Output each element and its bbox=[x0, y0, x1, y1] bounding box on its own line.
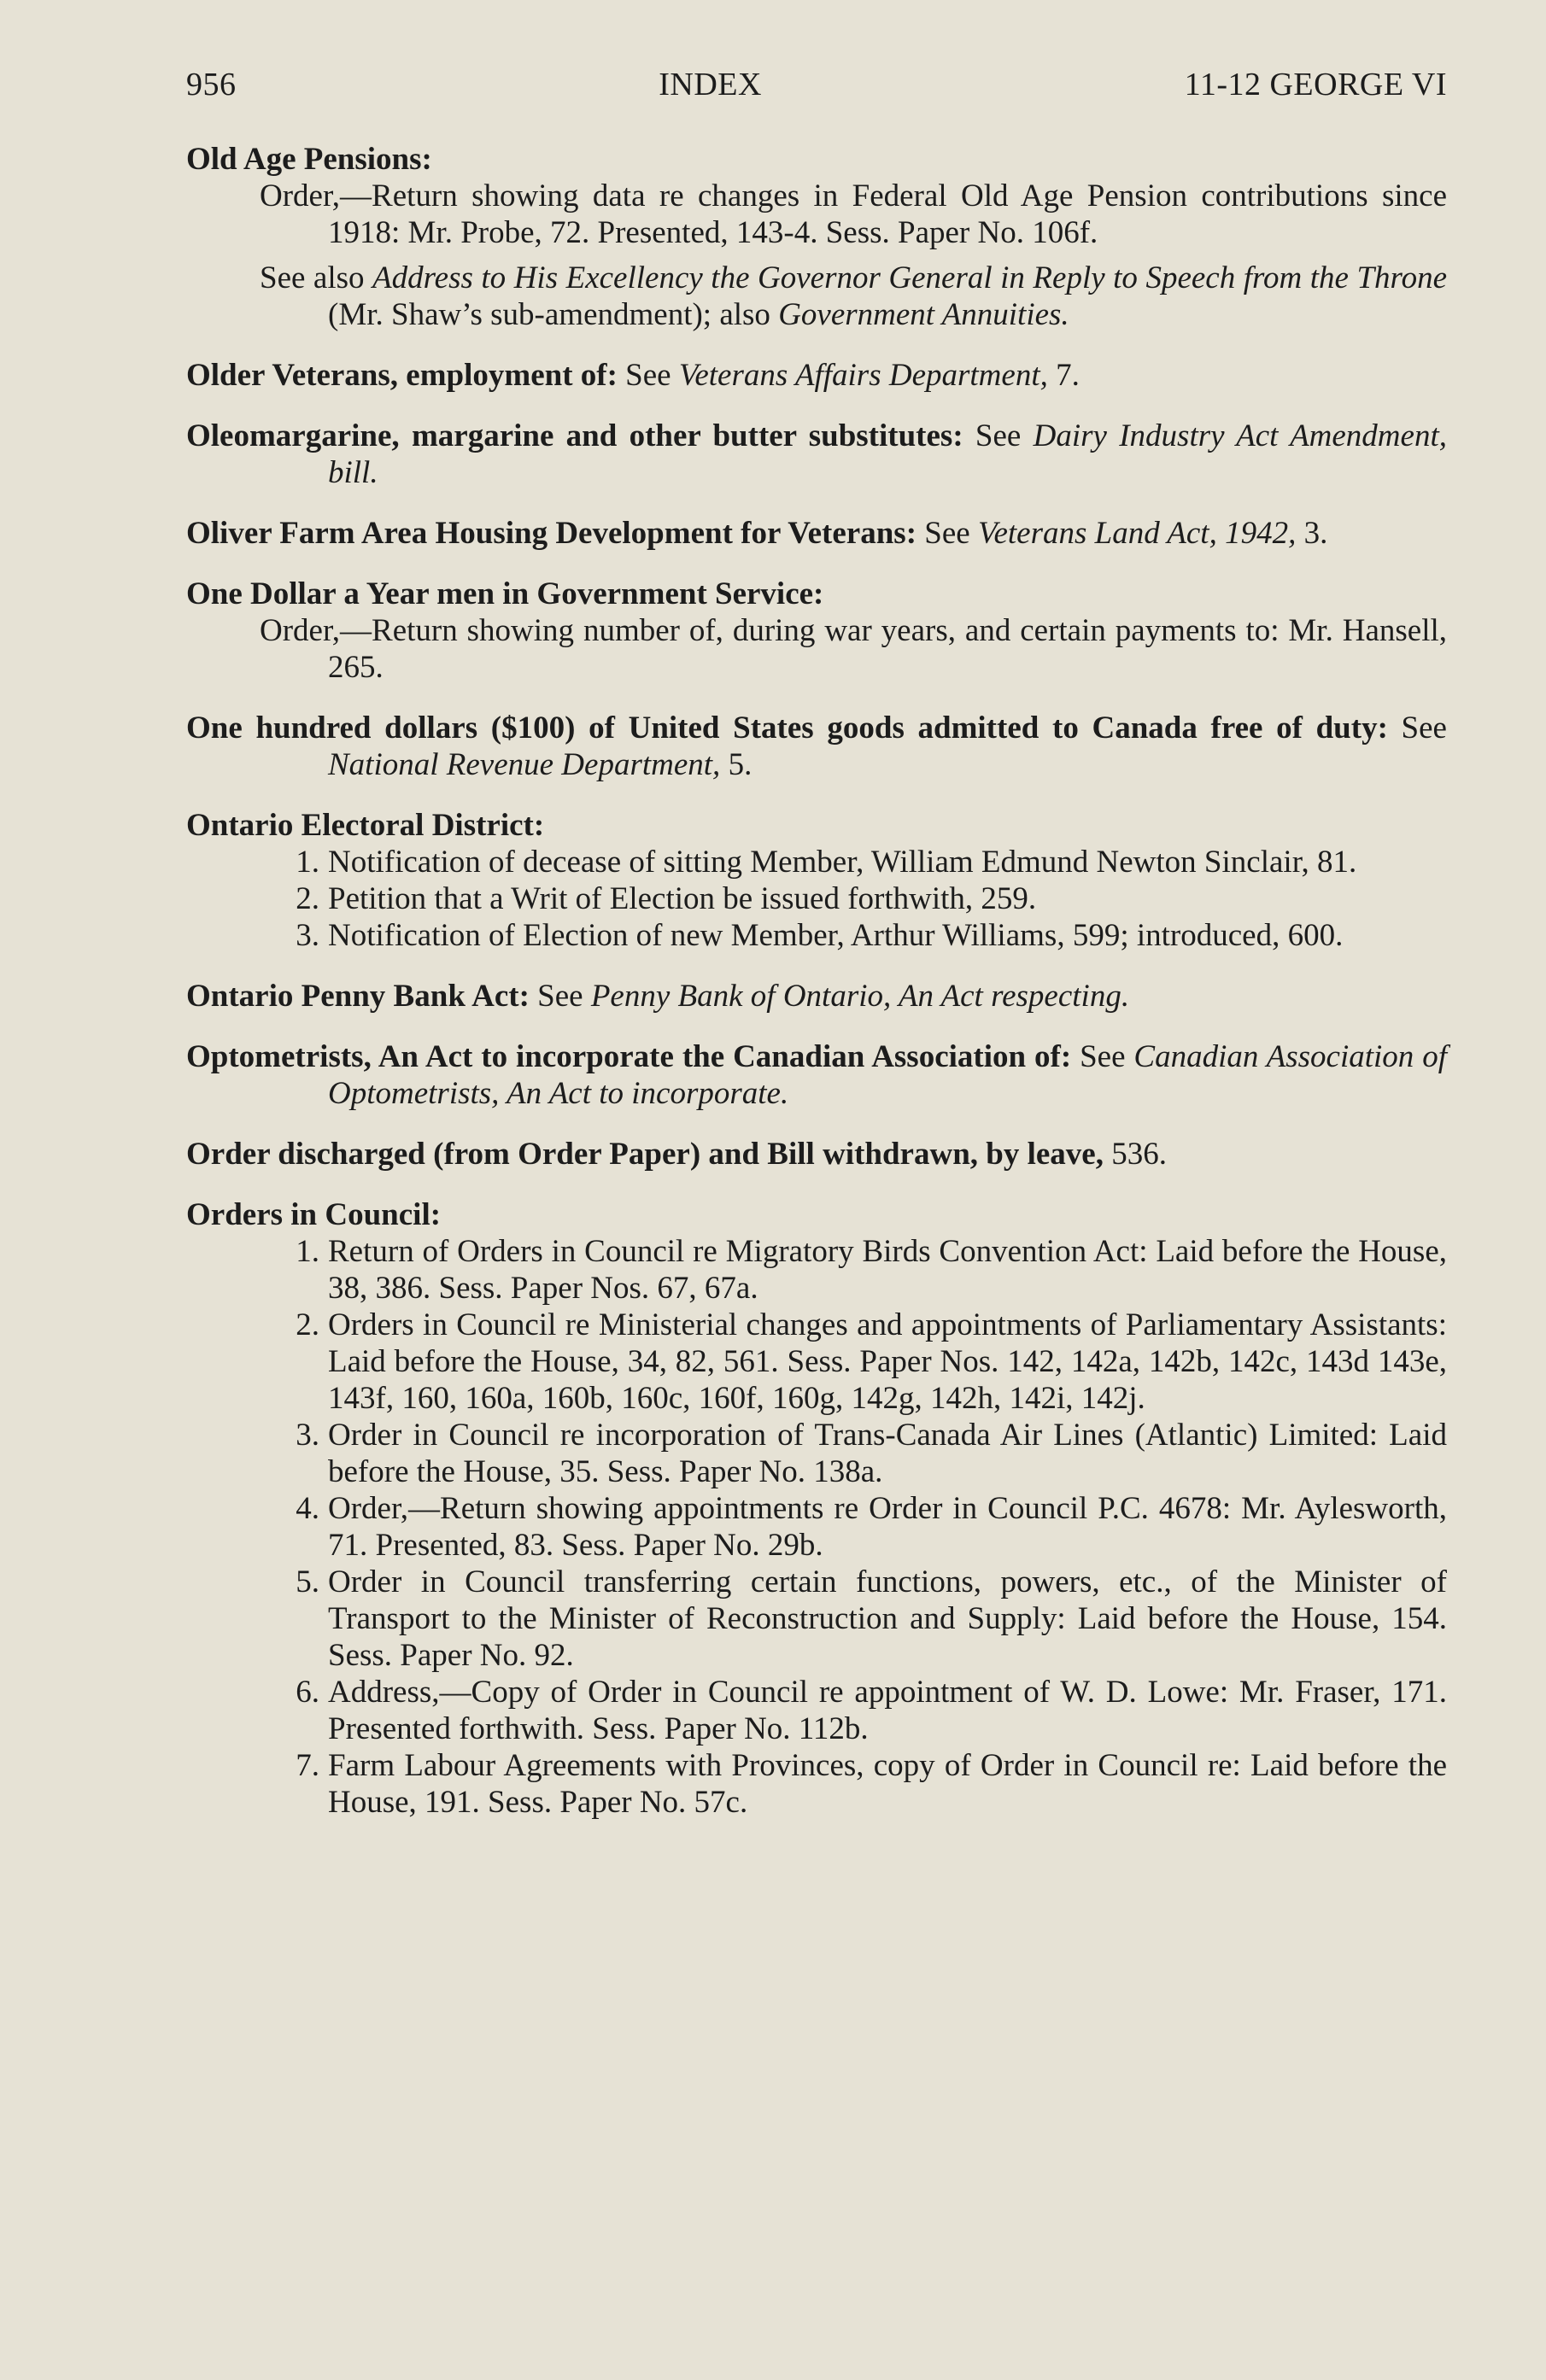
page-header bbox=[186, 67, 1447, 103]
cross-reference: Canadian Association of Optometrists, An Act to incorporate. bbox=[328, 1039, 1447, 1111]
item-text: Farm Labour Agreements with Provinces, copy of Order in Council re: Laid before the House, 191. Sess. Paper No. 57c. bbox=[328, 1748, 1447, 1820]
item-number: 3. bbox=[296, 918, 319, 953]
see-label: See bbox=[1387, 710, 1447, 746]
see-label: See bbox=[617, 358, 679, 393]
item-text: Notification of decease of sitting Member, William Edmund Newton Sinclair, 81. bbox=[328, 845, 1357, 880]
entry-order: Order,—Return showing number of, during war years, and certain payments to: Mr. Hansell, 265. bbox=[260, 613, 1447, 685]
list-item bbox=[186, 844, 1447, 880]
entry-oliver-farm bbox=[186, 515, 1447, 552]
item-text: Order in Council re incorporation of Trans-Canada Air Lines (Atlantic) Limited: Laid before the House, 35. Sess. Paper No. 138a. bbox=[328, 1418, 1447, 1489]
item-number: 3. bbox=[296, 1418, 319, 1453]
entry-older-veterans bbox=[186, 357, 1447, 394]
entry-one-dollar bbox=[186, 576, 1447, 686]
item-number: 2. bbox=[296, 1307, 319, 1342]
entry-heading: Optometrists, An Act to incorporate the Canadian Association of: bbox=[186, 1039, 1072, 1074]
cross-reference: Veterans Affairs Department, bbox=[678, 358, 1048, 393]
item-number: 1. bbox=[296, 845, 319, 880]
cross-reference: Dairy Industry Act Amendment, bill. bbox=[328, 418, 1447, 490]
page-ref: 3. bbox=[1296, 516, 1328, 551]
see-also-ref: Government Annuities. bbox=[778, 297, 1069, 332]
see-label: See bbox=[916, 516, 978, 551]
list-item bbox=[186, 1490, 1447, 1564]
item-text: Petition that a Writ of Election be issued forthwith, 259. bbox=[328, 881, 1037, 916]
list-item bbox=[186, 1307, 1447, 1417]
entry-old-age-pensions bbox=[186, 141, 1447, 333]
entry-heading: Order discharged (from Order Paper) and Bill withdrawn, by leave, bbox=[186, 1137, 1104, 1172]
item-text: Order in Council transferring certain functions, powers, etc., of the Minister of Transport to the Minister of Reconstruction and Supply: Laid before the House, 154. Sess. Paper No. 92. bbox=[328, 1564, 1447, 1673]
page-number: 956 bbox=[186, 67, 237, 102]
entry-heading: One Dollar a Year men in Government Service: bbox=[186, 576, 824, 611]
item-text: Notification of Election of new Member, Arthur Williams, 599; introduced, 600. bbox=[328, 918, 1344, 953]
item-text: Orders in Council re Ministerial changes and appointments of Parliamentary Assistants: Laid before the House, 34, 82, 561. Sess. Paper Nos. 142, 142a, 142b, 142c, 143d 143e, 143f, 160, 160a, 160b, 160c, 160f, 160g, 142g, 142h, 142i, 142j. bbox=[328, 1307, 1447, 1416]
entry-heading: One hundred dollars ($100) of United States goods admitted to Canada free of duty: bbox=[186, 710, 1388, 746]
list-item bbox=[186, 1417, 1447, 1490]
entry-one-hundred-dollars bbox=[186, 710, 1447, 783]
entry-heading: Old Age Pensions: bbox=[186, 142, 432, 177]
see-also-ref: Address to His Excellency the Governor General in Reply to Speech from the Throne bbox=[372, 260, 1447, 295]
volume-label: 11-12 GEORGE VI bbox=[1184, 67, 1447, 102]
page-ref: 536. bbox=[1103, 1137, 1167, 1172]
list-item bbox=[186, 1747, 1447, 1821]
entry-ontario-electoral-district bbox=[186, 807, 1447, 954]
item-text: Address,—Copy of Order in Council re appointment of W. D. Lowe: Mr. Fraser, 171. Presented forthwith. Sess. Paper No. 112b. bbox=[328, 1675, 1447, 1746]
cross-reference: Penny Bank of Ontario, An Act respecting. bbox=[590, 979, 1130, 1014]
entry-heading: Ontario Electoral District: bbox=[186, 808, 545, 843]
item-number: 5. bbox=[296, 1564, 319, 1599]
item-number: 7. bbox=[296, 1748, 319, 1783]
page-ref: 7. bbox=[1047, 358, 1080, 393]
entry-heading: Orders in Council: bbox=[186, 1197, 442, 1232]
entry-see-also bbox=[186, 260, 1447, 333]
see-label: See bbox=[963, 418, 1034, 453]
item-number: 6. bbox=[296, 1675, 319, 1710]
entry-oleomargarine bbox=[186, 418, 1447, 491]
entry-order-discharged bbox=[186, 1136, 1447, 1172]
entry-order: Order,—Return showing data re changes in Federal Old Age Pension contributions since 1918: Mr. Probe, 72. Presented, 143-4. Sess. Paper No. 106f. bbox=[260, 178, 1447, 250]
entry-heading: Oleomargarine, margarine and other butter substitutes: bbox=[186, 418, 963, 453]
see-label: See bbox=[1071, 1039, 1134, 1074]
item-number: 1. bbox=[296, 1234, 319, 1269]
list-item bbox=[186, 917, 1447, 954]
item-text: Order,—Return showing appointments re Order in Council P.C. 4678: Mr. Aylesworth, 71. Presented, 83. Sess. Paper No. 29b. bbox=[328, 1491, 1447, 1563]
numbered-list bbox=[186, 1233, 1447, 1821]
page-ref: 5. bbox=[720, 747, 753, 782]
see-also-mid: (Mr. Shaw’s sub-amendment); also bbox=[328, 297, 779, 332]
list-item bbox=[186, 1564, 1447, 1674]
entry-ontario-penny-bank bbox=[186, 978, 1447, 1015]
entry-heading: Oliver Farm Area Housing Development for Veterans: bbox=[186, 516, 917, 551]
list-item bbox=[186, 880, 1447, 917]
entry-heading: Ontario Penny Bank Act: bbox=[186, 979, 530, 1014]
numbered-list bbox=[186, 844, 1447, 954]
running-title: INDEX bbox=[659, 67, 762, 102]
entry-orders-in-council bbox=[186, 1196, 1447, 1821]
item-text: Return of Orders in Council re Migratory Birds Convention Act: Laid before the House, 38, 386. Sess. Paper Nos. 67, 67a. bbox=[328, 1234, 1447, 1306]
see-also-prefix: See also bbox=[260, 260, 373, 295]
item-number: 2. bbox=[296, 881, 319, 916]
list-item bbox=[186, 1674, 1447, 1747]
item-number: 4. bbox=[296, 1491, 319, 1526]
cross-reference: Veterans Land Act, 1942, bbox=[977, 516, 1297, 551]
entry-heading: Older Veterans, employment of: bbox=[186, 358, 618, 393]
entry-optometrists bbox=[186, 1038, 1447, 1112]
see-label: See bbox=[529, 979, 591, 1014]
list-item bbox=[186, 1233, 1447, 1307]
cross-reference: National Revenue Department, bbox=[328, 747, 721, 782]
